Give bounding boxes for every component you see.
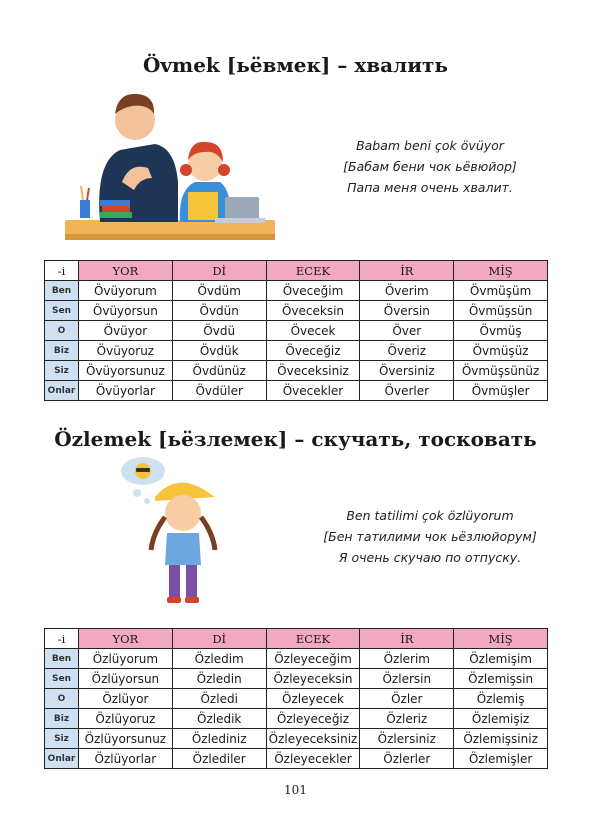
table-row [45, 361, 548, 381]
table-cell: Özlediniz [172, 729, 266, 749]
table-row [45, 689, 548, 709]
table-cell: Övmüşler [454, 381, 548, 401]
table-cell: Öveceğim [266, 281, 360, 301]
table-row [45, 649, 548, 669]
table-cell: Özler [360, 689, 454, 709]
example-translation: Я очень скучаю по отпуску. [338, 550, 522, 565]
column-header: MİŞ [454, 629, 548, 649]
table-cell: Özleyeceğim [266, 649, 360, 669]
table-cell: Överiz [360, 341, 454, 361]
table-cell: Övmüşsünüz [454, 361, 548, 381]
table-row [45, 321, 548, 341]
table-cell: Övüyoruz [79, 341, 173, 361]
father-praising-child-illustration [60, 82, 280, 244]
table-row [45, 301, 548, 321]
table-cell: Özleyecek [266, 689, 360, 709]
pronoun-cell: Sen [45, 669, 79, 689]
table-cell: Özlemişsiniz [454, 729, 548, 749]
pronoun-cell: Sen [45, 301, 79, 321]
table-cell: Övüyor [79, 321, 173, 341]
pronoun-cell: Ben [45, 281, 79, 301]
table-cell: Özlediler [172, 749, 266, 769]
column-header: İR [360, 261, 454, 281]
table-cell: Översiniz [360, 361, 454, 381]
example-transcription: [Бабам бени чок ьёвюйор] [343, 159, 517, 174]
example-sentence-block [290, 505, 570, 568]
table-cell: Özlerim [360, 649, 454, 669]
table-row [45, 729, 548, 749]
table-cell: Överler [360, 381, 454, 401]
pronoun-cell: Siz [45, 729, 79, 749]
example-transcription: [Бен татилими чок ьёзлюйорум] [323, 529, 537, 544]
table-cell: Özleyeceğiz [266, 709, 360, 729]
pronoun-cell: Onlar [45, 381, 79, 401]
column-header: YOR [79, 261, 173, 281]
table-cell: Övüyorsunuz [79, 361, 173, 381]
table-header-row [45, 261, 548, 281]
page-number: 101 [284, 783, 307, 797]
column-header: ECEK [266, 629, 360, 649]
table-cell: Özlüyoruz [79, 709, 173, 729]
table-row [45, 669, 548, 689]
table-cell: Özlemişiz [454, 709, 548, 729]
table-cell: Özlüyorlar [79, 749, 173, 769]
table-cell: Övdü [172, 321, 266, 341]
table-cell: Övecek [266, 321, 360, 341]
table-cell: Övüyorlar [79, 381, 173, 401]
column-header: ECEK [266, 261, 360, 281]
table-cell: Öveceğiz [266, 341, 360, 361]
table-cell: Özleriz [360, 709, 454, 729]
table-cell: Övüyorum [79, 281, 173, 301]
table-cell: Övdün [172, 301, 266, 321]
table-cell: Övdüler [172, 381, 266, 401]
example-translation: Папа меня очень хвалит. [347, 180, 513, 195]
table-cell: Översin [360, 301, 454, 321]
table-cell: Övmüşsün [454, 301, 548, 321]
verb-title-ovmek: Övmek [ьёвмек] – хвалить [142, 53, 449, 77]
table-cell: Övdük [172, 341, 266, 361]
table-cell: Özledi [172, 689, 266, 709]
table-row [45, 709, 548, 729]
table-cell: Özledik [172, 709, 266, 729]
table-cell: Över [360, 321, 454, 341]
table-cell: Övüyorsun [79, 301, 173, 321]
table-row [45, 749, 548, 769]
table-cell: Özledin [172, 669, 266, 689]
corner-cell: -i [45, 261, 79, 281]
table-cell: Övdüm [172, 281, 266, 301]
corner-cell: -i [45, 629, 79, 649]
pronoun-cell: Biz [45, 709, 79, 729]
table-cell: Özleyecekler [266, 749, 360, 769]
conjugation-table-ozlemek [44, 628, 548, 769]
verb-title-ozlemek: Özlemek [ьёзлемек] – скучать, тосковать [54, 427, 537, 451]
table-cell: Özlersiniz [360, 729, 454, 749]
table-cell: Özlüyor [79, 689, 173, 709]
pronoun-cell: Siz [45, 361, 79, 381]
girl-missing-vacation-illustration [115, 455, 225, 610]
table-cell: Özlerler [360, 749, 454, 769]
table-row [45, 381, 548, 401]
table-cell: Özlemişsin [454, 669, 548, 689]
pronoun-cell: Ben [45, 649, 79, 669]
table-cell: Övdünüz [172, 361, 266, 381]
table-cell: Öveceksin [266, 301, 360, 321]
table-cell: Övmüş [454, 321, 548, 341]
table-cell: Övecekler [266, 381, 360, 401]
conjugation-table-ovmek [44, 260, 548, 401]
table-cell: Özleyeceksin [266, 669, 360, 689]
table-cell: Özledim [172, 649, 266, 669]
table-cell: Özlemişler [454, 749, 548, 769]
table-cell: Özlüyorsun [79, 669, 173, 689]
table-cell: Överim [360, 281, 454, 301]
pronoun-cell: O [45, 689, 79, 709]
table-row [45, 341, 548, 361]
table-row [45, 281, 548, 301]
table-header-row [45, 629, 548, 649]
table-cell: Özlüyorsunuz [79, 729, 173, 749]
column-header: MİŞ [454, 261, 548, 281]
table-cell: Özlemiş [454, 689, 548, 709]
column-header: Dİ [172, 629, 266, 649]
table-cell: Özlemişim [454, 649, 548, 669]
example-turkish: Babam beni çok övüyor [356, 138, 504, 153]
column-header: YOR [79, 629, 173, 649]
column-header: Dİ [172, 261, 266, 281]
example-turkish: Ben tatilimi çok özlüyorum [346, 508, 514, 523]
table-cell: Övmüşüm [454, 281, 548, 301]
table-cell: Özlüyorum [79, 649, 173, 669]
pronoun-cell: Biz [45, 341, 79, 361]
table-cell: Özleyeceksiniz [266, 729, 360, 749]
table-cell: Özlersin [360, 669, 454, 689]
pronoun-cell: Onlar [45, 749, 79, 769]
column-header: İR [360, 629, 454, 649]
example-sentence-block [300, 135, 560, 198]
table-cell: Öveceksiniz [266, 361, 360, 381]
table-cell: Övmüşüz [454, 341, 548, 361]
pronoun-cell: O [45, 321, 79, 341]
